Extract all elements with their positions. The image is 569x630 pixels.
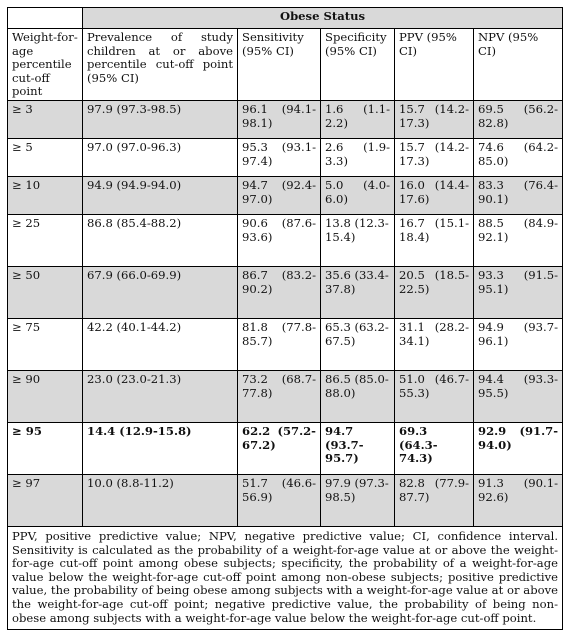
table-row [8,139,563,177]
header-cutoff: Weight-for-age percentile cut-off point [8,29,83,101]
cell-prevalence: 97.9 (97.3-98.5) [83,101,238,139]
cell-cutoff: ≥ 3 [8,101,83,139]
cell-specificity: 65.3 (63.2-67.5) [321,319,395,371]
header-specificity: Specificity (95% CI) [321,29,395,101]
cell-specificity: 2.6 (1.9-3.3) [321,139,395,177]
header-prevalence: Prevalence of study children at or above percentile cut-off point (95% CI) [83,29,238,101]
cell-npv: 74.6 (64.2-85.0) [474,139,563,177]
cell-sensitivity: 81.8 (77.8-85.7) [238,319,321,371]
cell-specificity: 13.8 (12.3-15.4) [321,215,395,267]
cell-cutoff: ≥ 5 [8,139,83,177]
cell-npv: 91.3 (90.1-92.6) [474,475,563,527]
cell-cutoff: ≥ 25 [8,215,83,267]
cell-sensitivity: 95.3 (93.1-97.4) [238,139,321,177]
cell-prevalence: 14.4 (12.9-15.8) [83,423,238,475]
cell-specificity: 94.7 (93.7-95.7) [321,423,395,475]
cell-specificity: 97.9 (97.3-98.5) [321,475,395,527]
header-npv: NPV (95% CI) [474,29,563,101]
cell-cutoff: ≥ 97 [8,475,83,527]
cell-ppv: 31.1 (28.2-34.1) [395,319,474,371]
cell-npv: 94.9 (93.7-96.1) [474,319,563,371]
table-row [8,215,563,267]
header-row [8,29,563,101]
cell-ppv: 16.7 (15.1-18.4) [395,215,474,267]
cell-prevalence: 23.0 (23.0-21.3) [83,371,238,423]
cell-cutoff: ≥ 95 [8,423,83,475]
cell-cutoff: ≥ 90 [8,371,83,423]
cell-specificity: 35.6 (33.4-37.8) [321,267,395,319]
cell-prevalence: 67.9 (66.0-69.9) [83,267,238,319]
cell-sensitivity: 62.2 (57.2-67.2) [238,423,321,475]
cell-specificity: 86.5 (85.0-88.0) [321,371,395,423]
table-container [7,7,562,630]
cell-prevalence: 94.9 (94.9-94.0) [83,177,238,215]
header-ppv: PPV (95% CI) [395,29,474,101]
cell-sensitivity: 73.2 (68.7-77.8) [238,371,321,423]
cell-npv: 83.3 (76.4-90.1) [474,177,563,215]
cell-sensitivity: 96.1 (94.1-98.1) [238,101,321,139]
corner-cell [8,8,83,29]
cell-prevalence: 42.2 (40.1-44.2) [83,319,238,371]
cell-ppv: 82.8 (77.9-87.7) [395,475,474,527]
cell-prevalence: 86.8 (85.4-88.2) [83,215,238,267]
cell-prevalence: 10.0 (8.8-11.2) [83,475,238,527]
cell-ppv: 20.5 (18.5-22.5) [395,267,474,319]
header-sensitivity: Sensitivity (95% CI) [238,29,321,101]
table-row [8,177,563,215]
table-row [8,267,563,319]
cell-cutoff: ≥ 50 [8,267,83,319]
cell-npv: 94.4 (93.3-95.5) [474,371,563,423]
table-row [8,101,563,139]
table-row [8,371,563,423]
cell-prevalence: 97.0 (97.0-96.3) [83,139,238,177]
cell-ppv: 69.3 (64.3-74.3) [395,423,474,475]
cell-sensitivity: 51.7 (46.6-56.9) [238,475,321,527]
table-row [8,319,563,371]
cell-ppv: 15.7 (14.2-17.3) [395,101,474,139]
footnote-row [8,527,563,630]
cell-npv: 88.5 (84.9-92.1) [474,215,563,267]
table-row [8,475,563,527]
cell-sensitivity: 90.6 (87.6-93.6) [238,215,321,267]
obese-status-table [7,7,563,630]
cell-npv: 93.3 (91.5-95.1) [474,267,563,319]
cell-npv: 69.5 (56.2-82.8) [474,101,563,139]
cell-cutoff: ≥ 10 [8,177,83,215]
cell-npv: 92.9 (91.7-94.0) [474,423,563,475]
cell-ppv: 16.0 (14.4-17.6) [395,177,474,215]
table-row-highlighted [8,423,563,475]
cell-cutoff: ≥ 75 [8,319,83,371]
cell-sensitivity: 94.7 (92.4-97.0) [238,177,321,215]
cell-sensitivity: 86.7 (83.2-90.2) [238,267,321,319]
table-title: Obese Status [83,8,563,29]
cell-specificity: 1.6 (1.1-2.2) [321,101,395,139]
cell-ppv: 51.0 (46.7-55.3) [395,371,474,423]
cell-ppv: 15.7 (14.2-17.3) [395,139,474,177]
table-footnote: PPV, positive predictive value; NPV, negative predictive value; CI, confidence interval. Sensitivity is calculated as the probability of a weight-for-age value at or above the weight-for-age cut-off point among obese subjects; specificity, the probability of a weight-for-age value below the weight-for-age cut-off point among non-obese subjects; positive predictive value, the probability of being obese among subjects with a weight-for-age value at or above the weight-for-age cut-off point; negative predictive value, the probability of being non-obese among subjects with a weight-for-age value below the weight-for-age cut-off point. [8,527,563,630]
cell-specificity: 5.0 (4.0-6.0) [321,177,395,215]
